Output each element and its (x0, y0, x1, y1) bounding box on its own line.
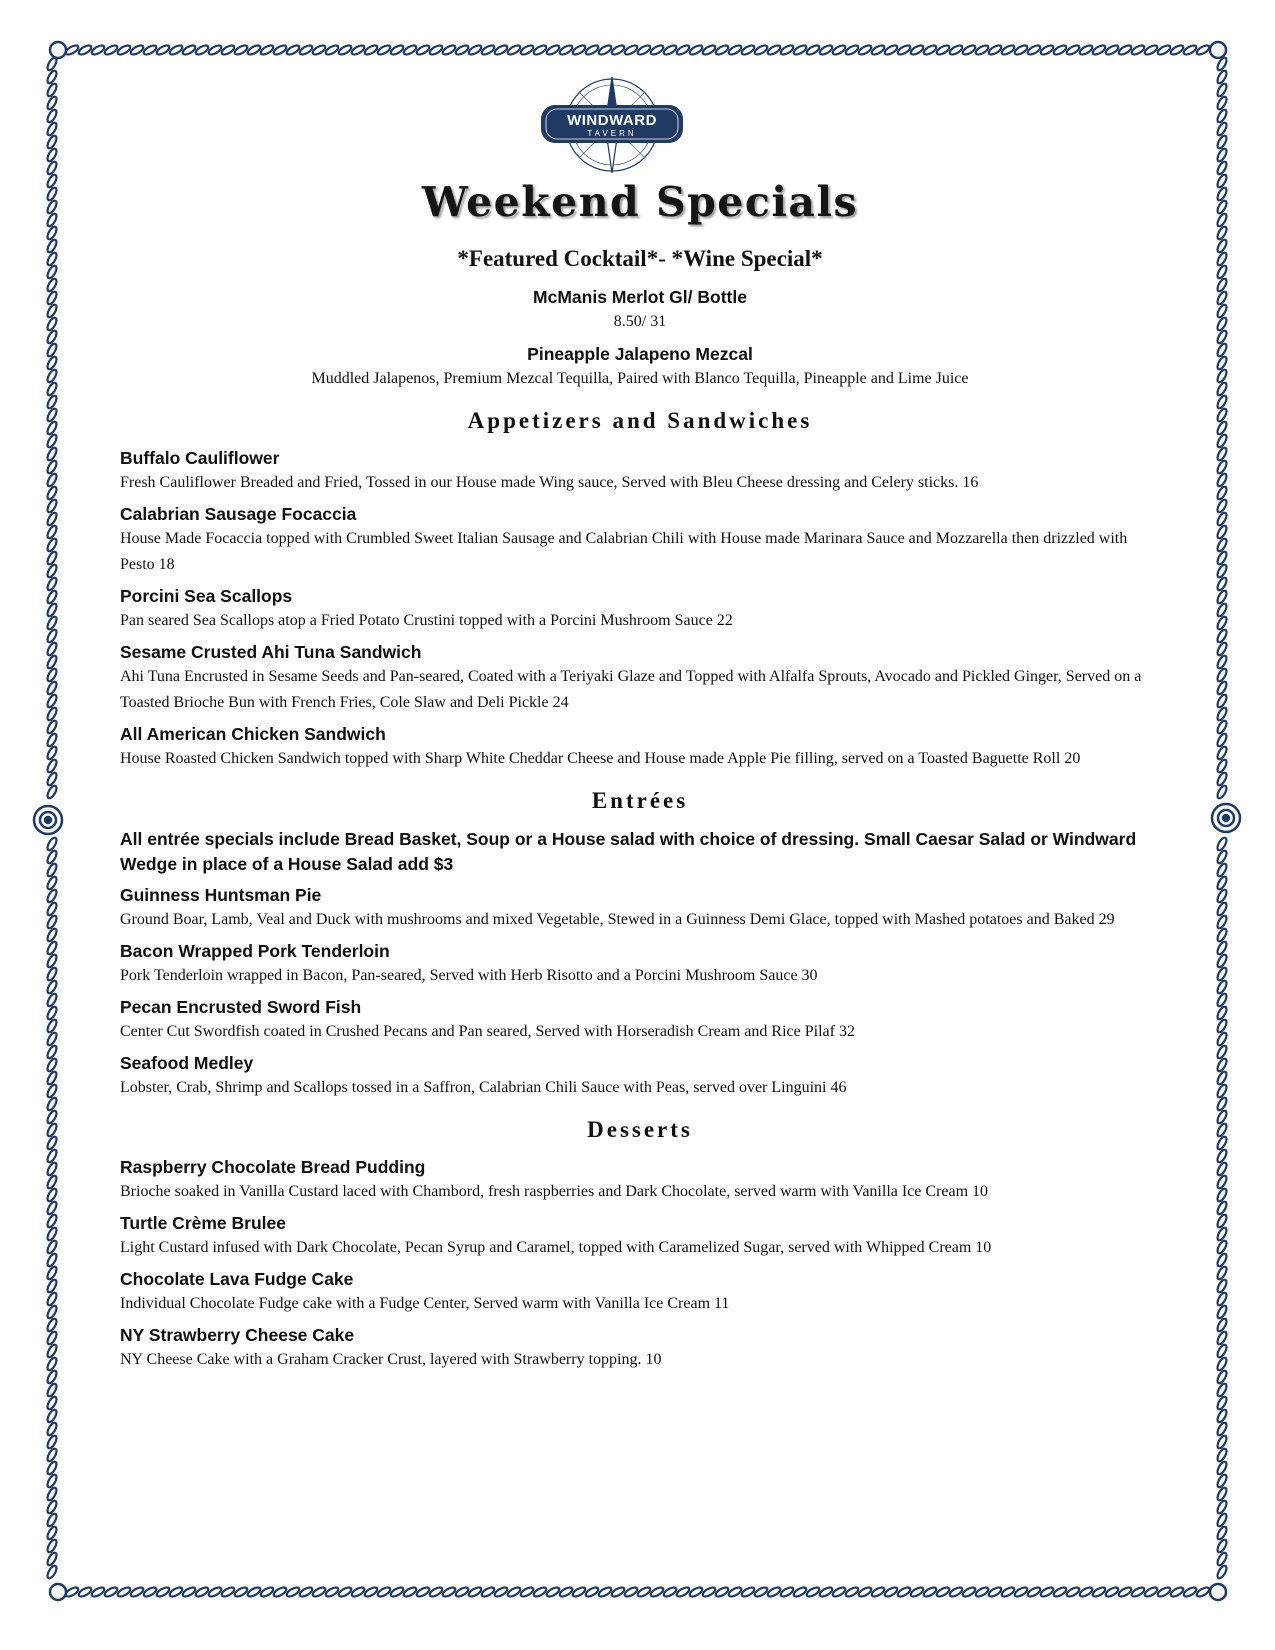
item-name: Buffalo Cauliflower (120, 448, 280, 468)
item-name: Calabrian Sausage Focaccia (120, 504, 357, 524)
logo-line1: WINDWARD (567, 112, 657, 129)
menu-item (120, 1155, 1160, 1205)
section-title-desserts: Desserts (587, 1117, 693, 1142)
menu-item (120, 722, 1160, 772)
corner-ring-bottom-right (1210, 1584, 1226, 1600)
drinks-header: *Featured Cocktail*- *Wine Special* (457, 246, 823, 271)
windward-tavern-logo (538, 75, 686, 175)
item-name: Raspberry Chocolate Bread Pudding (120, 1157, 426, 1177)
item-name: NY Strawberry Cheese Cake (120, 1325, 355, 1345)
item-name: Bacon Wrapped Pork Tenderloin (120, 941, 390, 961)
logo-line2: TAVERN (587, 129, 637, 138)
menu-item (120, 883, 1160, 933)
item-description: Pan seared Sea Scallops atop a Fried Potato Crustini topped with a Porcini Mushroom Sauce 22 (120, 612, 733, 629)
item-description: Lobster, Crab, Shrimp and Scallops tossed in a Saffron, Calabrian Chili Sauce with Peas, served over Linguini 46 (120, 1079, 847, 1096)
item-description: Ground Boar, Lamb, Veal and Duck with mushrooms and mixed Vegetable, Stewed in a Guinness Demi Glace, topped with Mashed potatoes and Baked 29 (120, 911, 1115, 928)
drinks-section (120, 244, 1160, 390)
section-title-appetizers: Appetizers and Sandwiches (467, 408, 813, 433)
item-name: Chocolate Lava Fudge Cake (120, 1269, 354, 1289)
menu-item (120, 640, 1160, 716)
item-description: Fresh Cauliflower Breaded and Fried, Tossed in our House made Wing sauce, Served with Bleu Cheese dressing and Celery sticks. 16 (120, 474, 979, 491)
item-name: Turtle Crème Brulee (120, 1213, 286, 1233)
item-name: Seafood Medley (120, 1053, 254, 1073)
corner-ring-top-right (1210, 42, 1226, 58)
cocktail-description: Muddled Jalapenos, Premium Mezcal Tequilla, Paired with Blanco Tequilla, Pineapple and Lime Juice (311, 370, 969, 387)
corner-ring-bottom-left (50, 1584, 66, 1600)
menu-content (120, 176, 1160, 1373)
item-description: NY Cheese Cake with a Graham Cracker Crust, layered with Strawberry topping. 10 (120, 1351, 662, 1368)
item-description: Ahi Tuna Encrusted in Sesame Seeds and Pan-seared, Coated with a Teriyaki Glaze and Topped with Alfalfa Sprouts, Avocado and Pickled Ginger, Served on a Toasted Brioche Bun with French Fries, Cole Slaw and Deli Pickle 24 (120, 668, 1142, 711)
item-description: Individual Chocolate Fudge cake with a Fudge Center, Served warm with Vanilla Ice Cream 11 (120, 1295, 730, 1312)
item-name: Sesame Crusted Ahi Tuna Sandwich (120, 642, 422, 662)
menu-item (120, 1323, 1160, 1373)
entrees-section (120, 786, 1160, 1101)
menu-item (120, 446, 1160, 496)
page-title: Weekend Specials (421, 178, 859, 226)
cocktail-name: Pineapple Jalapeno Mezcal (527, 344, 753, 364)
item-description: Center Cut Swordfish coated in Crushed Pecans and Pan seared, Served with Horseradish Cream and Rice Pilaf 32 (120, 1023, 855, 1040)
item-name: Pecan Encrusted Sword Fish (120, 997, 362, 1017)
wine-name: McManis Merlot Gl/ Bottle (533, 287, 747, 307)
item-description: Pork Tenderloin wrapped in Bacon, Pan-seared, Served with Herb Risotto and a Porcini Mushroom Sauce 30 (120, 967, 818, 984)
wine-price: 8.50/ 31 (613, 313, 667, 330)
section-title-entrees: Entrées (591, 788, 689, 813)
desserts-section (120, 1115, 1160, 1373)
appetizers-section (120, 406, 1160, 772)
item-description: House Made Focaccia topped with Crumbled Sweet Italian Sausage and Calabrian Chili with House made Marinara Sauce and Mozzarella then drizzled with Pesto 18 (120, 530, 1128, 573)
menu-item (120, 995, 1160, 1045)
item-description: House Roasted Chicken Sandwich topped with Sharp White Cheddar Cheese and House made Apple Pie filling, served on a Toasted Baguette Roll 20 (120, 750, 1081, 767)
menu-item (120, 1267, 1160, 1317)
item-description: Brioche soaked in Vanilla Custard laced with Chambord, fresh raspberries and Dark Chocolate, served warm with Vanilla Ice Cream 10 (120, 1183, 989, 1200)
entrees-note: All entrée specials include Bread Basket, Soup or a House salad with choice of dressing. Small Caesar Salad or Windward Wedge in place of a House Salad add $3 (120, 829, 1137, 874)
menu-item (120, 939, 1160, 989)
menu-item (120, 584, 1160, 634)
side-knot-left (34, 806, 62, 834)
item-name: Guinness Huntsman Pie (120, 885, 322, 905)
menu-item (120, 1211, 1160, 1261)
side-knot-right (1212, 804, 1240, 832)
item-description: Light Custard infused with Dark Chocolate, Pecan Syrup and Caramel, topped with Caramelized Sugar, served with Whipped Cream 10 (120, 1239, 992, 1256)
menu-item (120, 502, 1160, 578)
item-name: Porcini Sea Scallops (120, 586, 293, 606)
corner-ring-top-left (50, 42, 66, 58)
item-name: All American Chicken Sandwich (120, 724, 386, 744)
menu-item (120, 1051, 1160, 1101)
